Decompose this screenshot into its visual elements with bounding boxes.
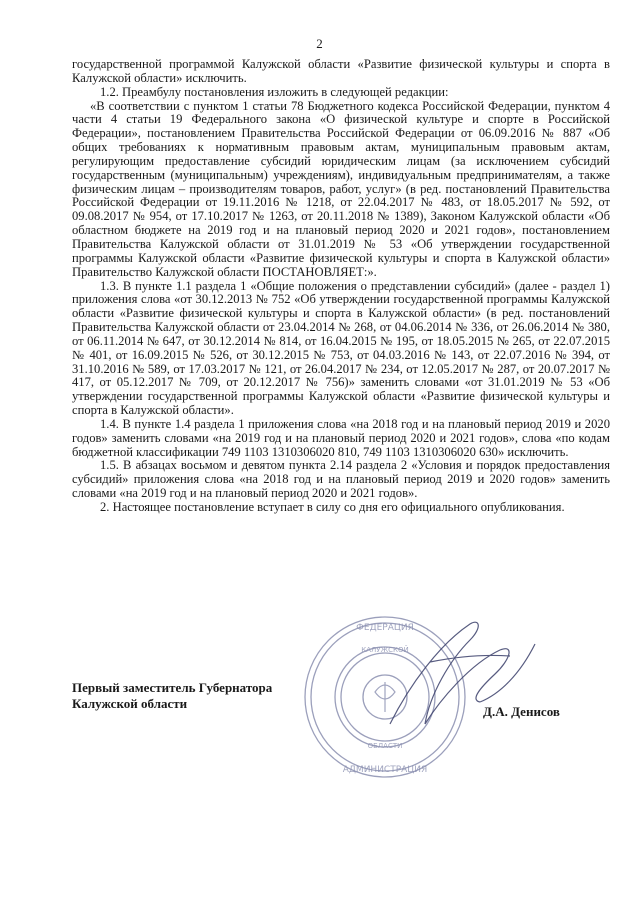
signatory-name: Д.А. Денисов — [483, 704, 560, 719]
document-body — [72, 58, 610, 515]
paragraph-1-4: 1.4. В пункте 1.4 раздела 1 приложения слова «на 2018 год и на плановый период 2019 и 2020 годов» заменить словами «на 2019 год и на плановый период 2020 и 2021 годов», слова «по кодам бюджетной классификации 749 1103 1310306020 810, 749 1103 1310306020 630» исключить. — [72, 416, 610, 459]
svg-text:ОБЛАСТИ: ОБЛАСТИ — [367, 742, 403, 750]
signatory-title-line2: Калужской области — [72, 696, 188, 711]
svg-text:АДМИНИСТРАЦИЯ: АДМИНИСТРАЦИЯ — [342, 765, 428, 775]
paragraph-2: 2. Настоящее постановление вступает в силу со дня его официального опубликования. — [100, 500, 565, 514]
svg-text:КАЛУЖСКОЙ: КАЛУЖСКОЙ — [361, 646, 409, 654]
paragraph-1-5: 1.5. В абзацах восьмом и девятом пункта 2.14 раздела 2 «Условия и порядок предоставления субсидий» приложения слова «на 2018 год и на плановый период 2019 и 2020 годов» заменить словами «на 2019 год и на плановый период 2020 и 2021 годов». — [72, 458, 610, 501]
handwritten-signature — [330, 604, 550, 744]
svg-text:ФЕДЕРАЦИЯ: ФЕДЕРАЦИЯ — [356, 623, 414, 633]
paragraph-1-3: 1.3. В пункте 1.1 раздела 1 «Общие положения о представлении субсидий» (далее - раздел 1) приложения слова «от 30.12.2013 № 752 «Об утверждении государственной программы Калужской области «Развитие физической культуры и спорта в Калужской области» (в ред. постановлений Правительства Калужской области от 23.04.2014 № 268, от 04.06.2014 № 336, от 26.06.2014 № 380, от 06.11.2014 № 647, от 30.12.2014 № 814, от 16.04.2015 № 195, от 18.05.2015 № 265, от 22.07.2015 № 401, от 16.09.2015 № 526, от 30.12.2015 № 753, от 04.03.2016 № 143, от 22.07.2016 № 394, от 31.10.2016 № 589, от 17.03.2017 № 121, от 26.04.2017 № 234, от 12.05.2017 № 287, от 20.07.2017 № 417, от 05.12.2017 № 709, от 20.12.2017 № 756)» заменить словами «от 31.01.2019 № 53 «Об утверждении государственной программы Калужской области «Развитие физической культуры и спорта в Калужской области». — [72, 278, 610, 418]
page-number: 2 — [316, 36, 323, 51]
paragraph-continuation: государственной программой Калужской области «Развитие физической культуры и спорта в Калужской области» исключить. — [72, 57, 610, 85]
paragraph-1-2: 1.2. Преамбулу постановления изложить в следующей редакции: — [100, 84, 449, 99]
paragraph-preamble: «В соответствии с пунктом 1 статьи 78 Бюджетного кодекса Российской Федерации, пунктом 4 части 4 статьи 19 Федерального закона «О физической культуре и спорте в Российской Федерации», постановлением Правительства Российской Федерации от 06.09.2016 № 887 «Об общих требованиях к нормативным правовым актам, муниципальным правовым актам, регулирующим предоставление субсидий юридическим лицам (за исключением субсидий государственным (муниципальным) учреждениям), индивидуальным предпринимателям, а также физическим лицам – производителям товаров, работ, услуг» (в ред. постановлений Правительства Российской Федерации от 19.11.2016 № 1218, от 22.04.2017 № 483, от 18.05.2017 № 592, от 09.08.2017 № 954, от 17.10.2017 № 1263, от 20.11.2018 № 1389), Законом Калужской области «Об областном бюджете на 2019 год и на плановый период 2020 и 2021 годов», постановлением Правительства Калужской области от 31.01.2019 № 53 «Об утверждении государственной программы Калужской области «Развитие физической культуры и спорта в Калужской области» Правительство Калужской области ПОСТАНОВЛЯЕТ:». — [72, 98, 610, 279]
signatory-title-line1: Первый заместитель Губернатора — [72, 680, 273, 695]
signatory-title — [72, 680, 272, 712]
